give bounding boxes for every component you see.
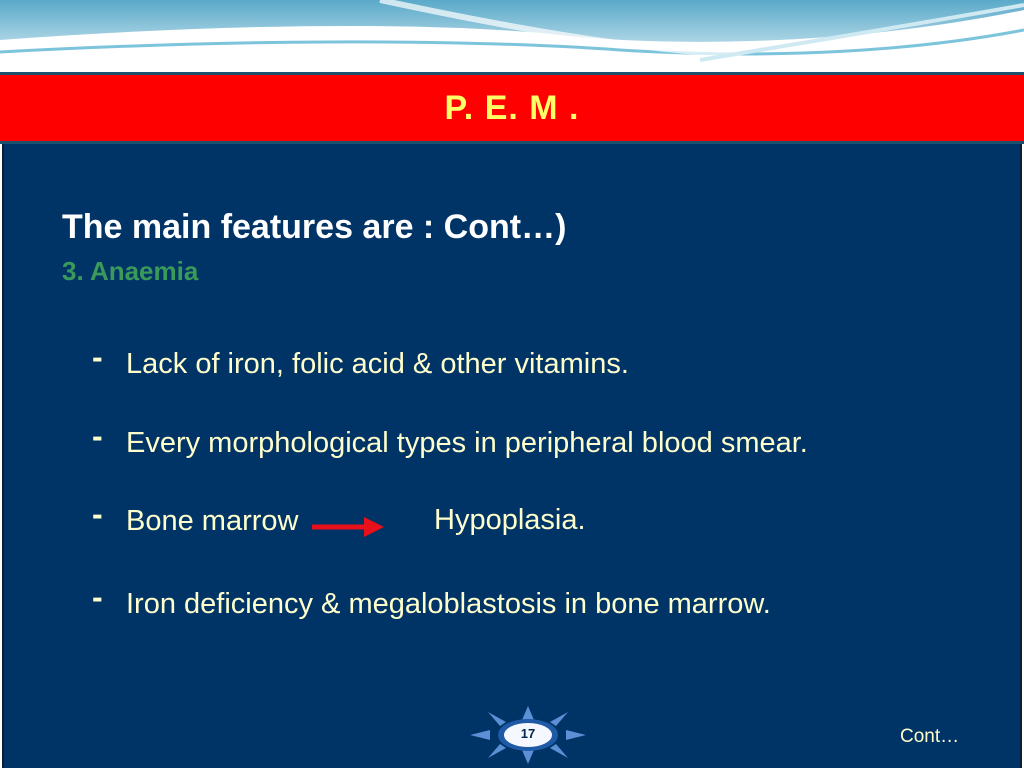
title-bar [0, 72, 1024, 144]
bullet-dash: - [92, 417, 103, 454]
bullet-item [92, 338, 629, 384]
main-heading: The main features are : Cont…) [62, 208, 567, 246]
bullet-dash: - [92, 338, 103, 375]
subheading: 3. Anaemia [62, 256, 199, 286]
bullet-dash: - [92, 578, 103, 615]
bullet-item [92, 495, 299, 541]
bullet-text: Iron deficiency & megaloblastosis in bone marrow. [126, 587, 771, 620]
arrow-target-text: Hypoplasia. [434, 504, 586, 536]
bullet-item [92, 417, 808, 463]
bullet-text: Bone marrow [126, 504, 299, 537]
bullet-text: Lack of iron, folic acid & other vitamins. [126, 347, 629, 380]
content-panel [2, 144, 1022, 768]
right-arrow-icon [312, 516, 384, 538]
bullet-dash: - [92, 495, 103, 532]
bullet-item [92, 578, 771, 624]
continuation-label: Cont… [900, 726, 960, 747]
wave-header-decoration [0, 0, 1024, 72]
page-number: 17 [520, 726, 536, 741]
bullet-text: Every morphological types in peripheral blood smear. [126, 426, 808, 459]
slide-title: P. E. M . [444, 88, 580, 127]
